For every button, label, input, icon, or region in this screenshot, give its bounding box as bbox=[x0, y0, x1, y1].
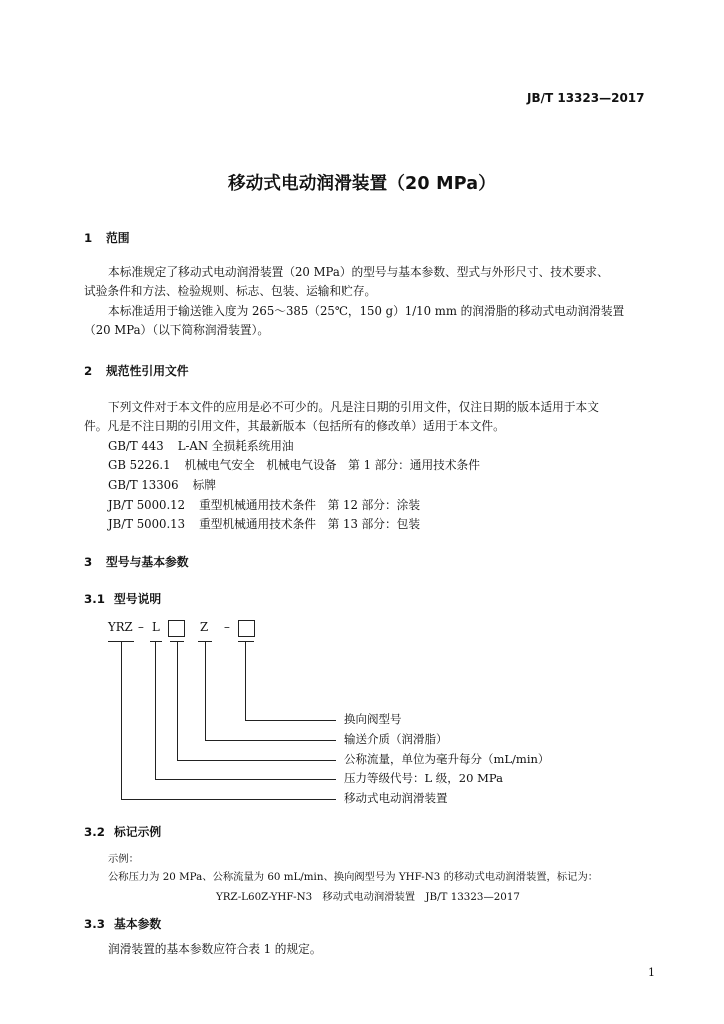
leader-medium bbox=[206, 642, 337, 741]
model-dash-1: – bbox=[138, 620, 144, 634]
section-3-2-heading bbox=[84, 823, 161, 840]
leader-valve bbox=[246, 642, 337, 721]
section-1-title: 范围 bbox=[106, 231, 130, 245]
reference-title: 重型机械通用技术条件 第 13 部分：包装 bbox=[199, 517, 421, 531]
label-name: 移动式电动润滑装置 bbox=[344, 791, 448, 805]
normative-intro-line-2: 件。凡是不注日期的引用文件，其最新版本（包括所有的修改单）适用于本文件。 bbox=[84, 419, 505, 433]
reference-title: 重型机械通用技术条件 第 12 部分：涂装 bbox=[199, 498, 421, 512]
section-3-3-heading bbox=[84, 915, 161, 932]
section-3-1-title: 型号说明 bbox=[114, 592, 162, 606]
page-number: 1 bbox=[648, 966, 655, 979]
label-pressure: 压力等级代号：L 级，20 MPa bbox=[344, 771, 503, 785]
reference-title: 机械电气安全 机械电气设备 第 1 部分：通用技术条件 bbox=[184, 458, 480, 472]
section-3-1-number: 3.1 bbox=[84, 592, 105, 606]
example-text: 公称压力为 20 MPa、公称流量为 60 mL/min、换向阀型号为 YHF-N3 的移动式电动润滑装置，标记为： bbox=[108, 871, 599, 883]
leader-flow bbox=[178, 642, 337, 761]
section-2-number: 2 bbox=[84, 364, 93, 378]
reference-code: GB/T 443 bbox=[108, 439, 164, 453]
section-3-title: 型号与基本参数 bbox=[106, 555, 189, 569]
scope-paragraph-2-line-1: 本标准适用于输送锥入度为 265～385（25℃，150 g）1/10 mm 的润滑脂的移动式电动润滑装置 bbox=[108, 304, 625, 318]
document-title: 移动式电动润滑装置（20 MPa） bbox=[228, 174, 496, 194]
reference-title: L-AN 全损耗系统用油 bbox=[177, 439, 294, 453]
reference-code: JB/T 5000.13 bbox=[108, 517, 186, 531]
reference-code: JB/T 5000.12 bbox=[108, 498, 186, 512]
example-mark: YRZ-L60Z-YHF-N3 移动式电动润滑装置 JB/T 13323—2017 bbox=[216, 891, 520, 903]
section-1-number: 1 bbox=[84, 231, 93, 245]
section-2-title: 规范性引用文件 bbox=[106, 364, 189, 378]
model-part-l: L bbox=[152, 620, 160, 634]
example-label: 示例： bbox=[108, 853, 139, 865]
section-3-2-title: 标记示例 bbox=[114, 825, 162, 839]
normative-intro-line-1: 下列文件对于本文件的应用是必不可少的。凡是注日期的引用文件，仅注日期的版本适用于本文 bbox=[108, 400, 599, 414]
params-text: 润滑装置的基本参数应符合表 1 的规定。 bbox=[108, 942, 322, 956]
scope-paragraph-1-line-1: 本标准规定了移动式电动润滑装置（20 MPa）的型号与基本参数、型式与外形尺寸、技术要求、 bbox=[108, 265, 609, 279]
reference-title: 标牌 bbox=[192, 478, 216, 492]
reference-code: GB/T 13306 bbox=[108, 478, 179, 492]
section-3-3-number: 3.3 bbox=[84, 917, 105, 931]
model-part-yrz: YRZ bbox=[108, 620, 133, 634]
section-3-number: 3 bbox=[84, 555, 93, 569]
valve-placeholder-box bbox=[239, 621, 255, 637]
model-part-z: Z bbox=[200, 620, 209, 634]
scope-paragraph-1-line-2: 试验条件和方法、检验规则、标志、包装、运输和贮存。 bbox=[84, 284, 377, 298]
label-valve: 换向阀型号 bbox=[344, 712, 402, 726]
label-medium: 输送介质（润滑脂） bbox=[344, 732, 448, 746]
section-3-2-number: 3.2 bbox=[84, 825, 105, 839]
label-flow: 公称流量，单位为毫升每分（mL/min） bbox=[344, 752, 550, 766]
standard-number: JB/T 13323—2017 bbox=[527, 91, 645, 105]
reference-code: GB 5226.1 bbox=[108, 458, 171, 472]
scope-paragraph-2-line-2: （20 MPa）（以下简称润滑装置）。 bbox=[84, 323, 270, 337]
section-3-3-title: 基本参数 bbox=[114, 917, 162, 931]
flow-placeholder-box bbox=[169, 621, 185, 637]
model-dash-2: – bbox=[224, 620, 230, 634]
